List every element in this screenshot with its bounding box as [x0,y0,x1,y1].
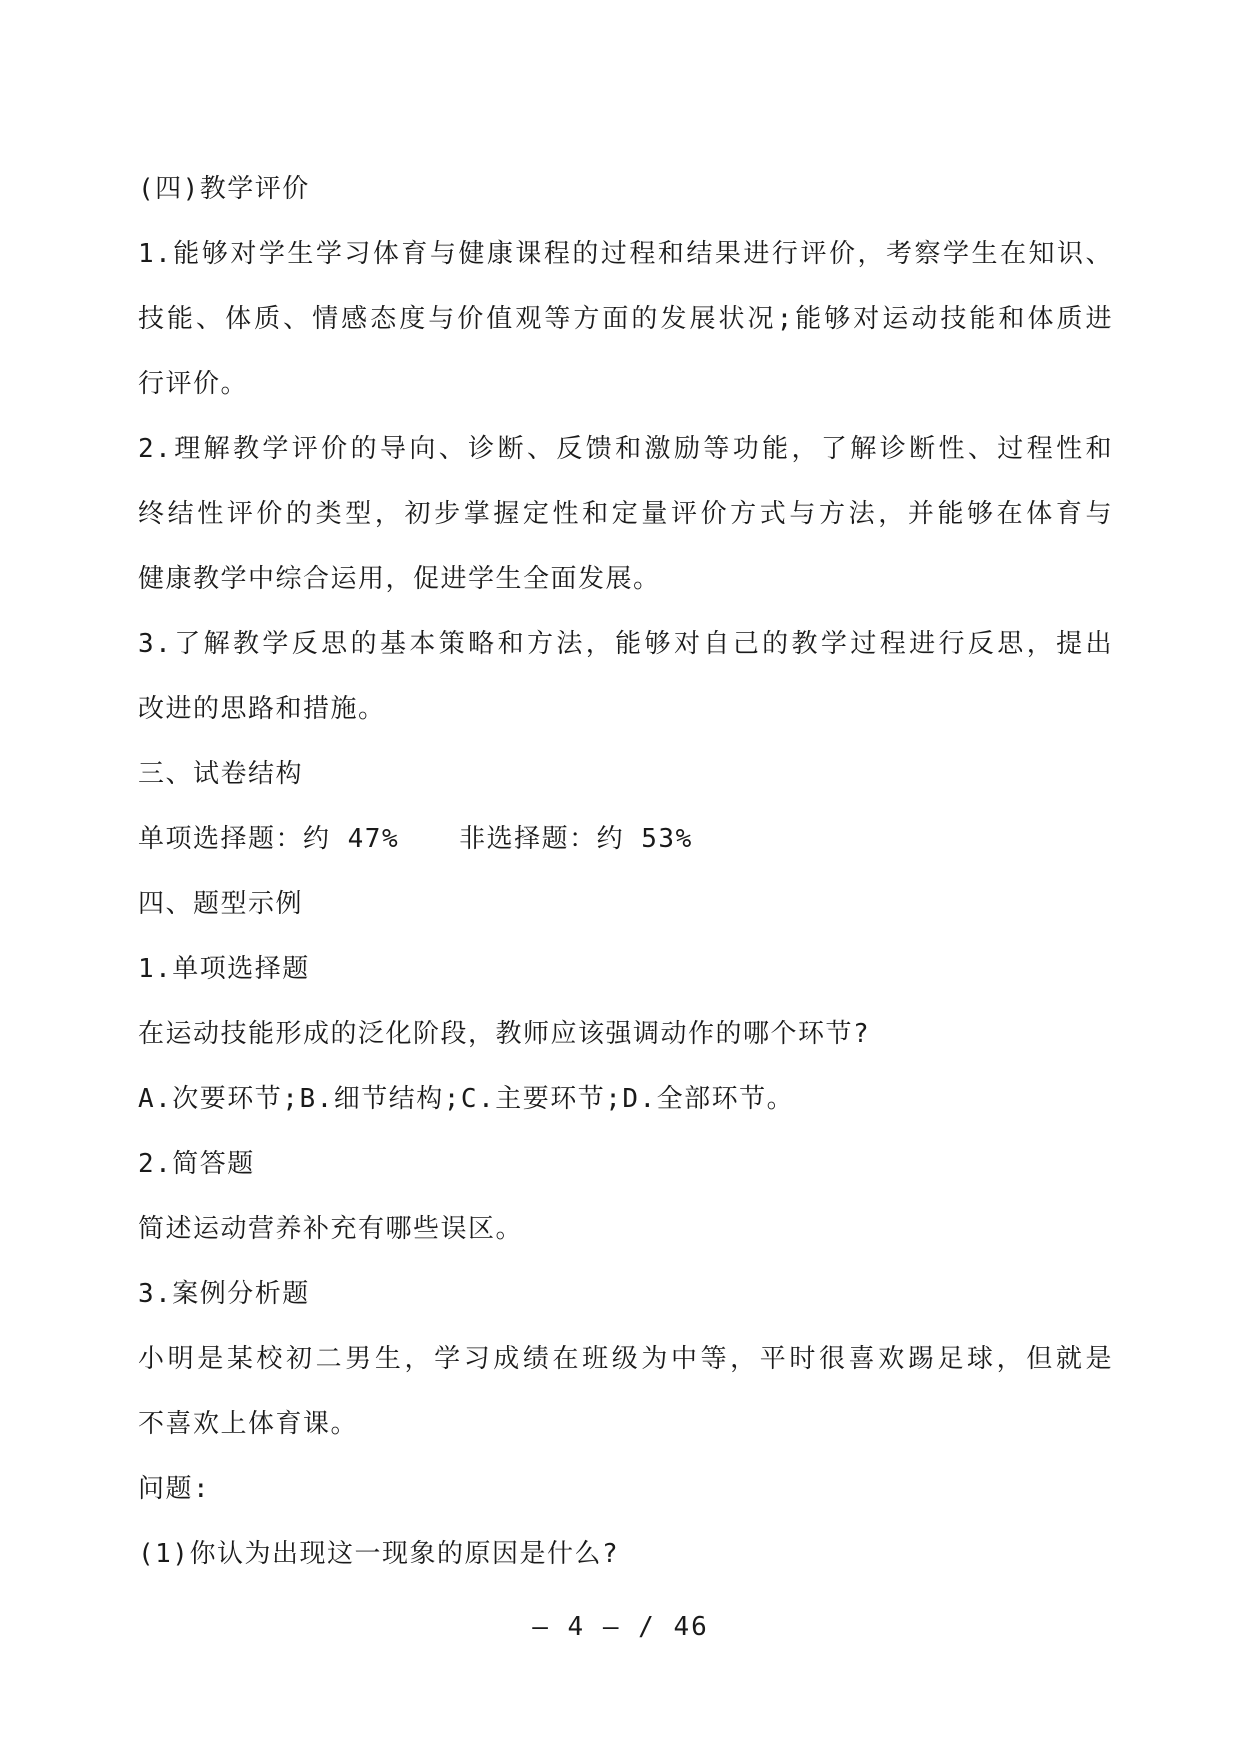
paragraph-line: 终结性评价的类型，初步掌握定性和定量评价方式与方法，并能够在体育与 [138,499,1113,529]
case-text: 小明是某校初二男生，学习成绩在班级为中等，平时很喜欢踢足球，但就是 [138,1344,1113,1374]
paragraph-line: 健康教学中综合运用，促进学生全面发展。 [138,564,661,594]
section-heading: 三、试卷结构 [138,759,304,789]
section-heading: 四、题型示例 [138,889,304,919]
question-text: 在运动技能形成的泛化阶段，教师应该强调动作的哪个环节? [138,1019,871,1049]
paragraph-line: 行评价。 [138,369,249,399]
paragraph-line: 1.能够对学生学习体育与健康课程的过程和结果进行评价，考察学生在知识、 [138,239,1113,269]
paragraph-line: 2.理解教学评价的导向、诊断、反馈和激励等功能，了解诊断性、过程性和 [138,434,1113,464]
question-text: (1)你认为出现这一现象的原因是什么? [138,1539,620,1569]
question-text: 简述运动营养补充有哪些误区。 [138,1214,524,1244]
nonchoice-share: 非选择题：约 53% [459,824,693,854]
question-label: 问题: [138,1474,211,1504]
choice-share: 单项选择题：约 47% [138,824,400,854]
section-heading: (四)教学评价 [138,174,310,204]
page-number: – 4 – / 46 [532,1612,709,1642]
case-text: 不喜欢上体育课。 [138,1409,359,1439]
paragraph-line: 3.了解教学反思的基本策略和方法，能够对自己的教学过程进行反思，提出 [138,629,1113,659]
subsection-heading: 3.案例分析题 [138,1279,310,1309]
subsection-heading: 2.简答题 [138,1149,255,1179]
answer-options: A.次要环节;B.细节结构;C.主要环节;D.全部环节。 [138,1084,795,1114]
document-body [138,157,1113,1587]
subsection-heading: 1.单项选择题 [138,954,310,984]
paragraph-line: 技能、体质、情感态度与价值观等方面的发展状况;能够对运动技能和体质进 [138,304,1113,334]
paragraph-line: 改进的思路和措施。 [138,694,386,724]
exam-structure-line [138,807,1113,872]
